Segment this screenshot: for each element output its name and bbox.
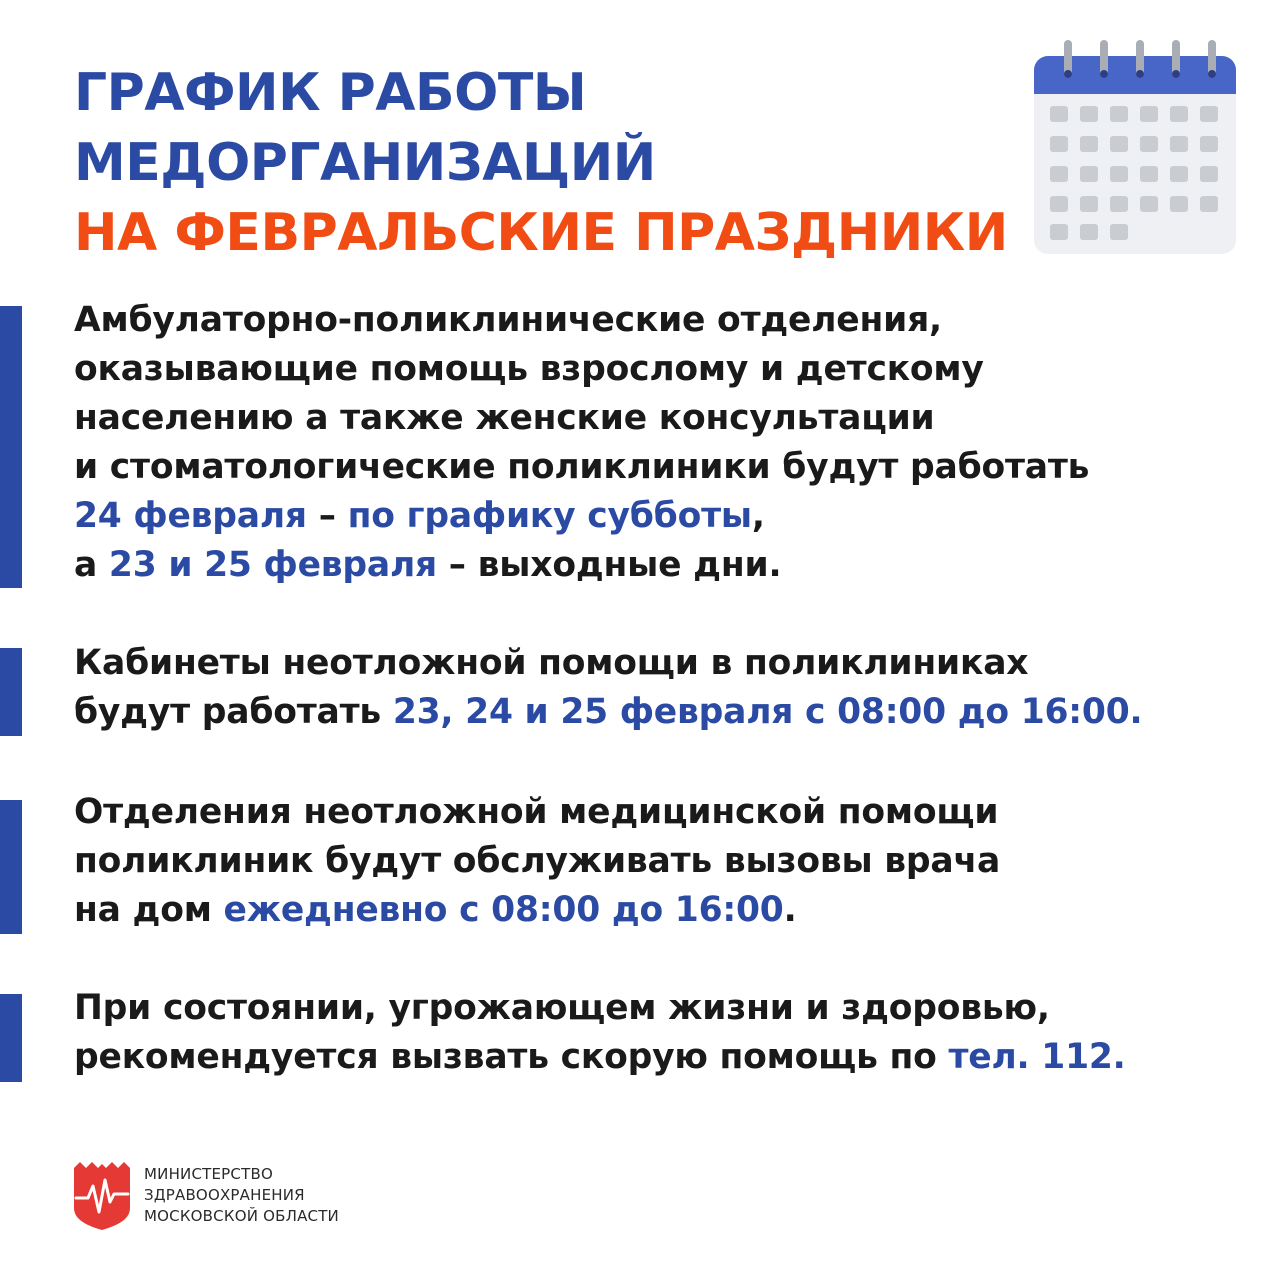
highlight-hours: ежедневно с 08:00 до 16:00 <box>223 890 784 930</box>
highlight-phone: тел. 112. <box>948 1037 1126 1077</box>
text-fragment: будут работать <box>74 692 393 732</box>
text-line: Отделения неотложной медицинской помощи <box>74 792 999 832</box>
text-line <box>74 886 1000 935</box>
ministry-name <box>144 1164 339 1227</box>
text-line: Кабинеты неотложной помощи в поликлиниках <box>74 643 1029 683</box>
org-line: МОСКОВСКОЙ ОБЛАСТИ <box>144 1207 339 1225</box>
title-line-3: НА ФЕВРАЛЬСКИЕ ПРАЗДНИКИ <box>74 203 1008 263</box>
text-line: и стоматологические поликлиники будут работать <box>74 447 1090 487</box>
info-text <box>74 296 1089 590</box>
text-line: оказывающие помощь взрослому и детскому <box>74 349 984 389</box>
accent-bar <box>0 800 22 934</box>
text-line <box>74 1033 1126 1082</box>
text-fragment: на дом <box>74 890 224 930</box>
text-line <box>74 688 1142 737</box>
info-text <box>74 788 1000 935</box>
text-line: При состоянии, угрожающем жизни и здоровью, <box>74 988 1050 1028</box>
period: . <box>783 890 797 930</box>
page-title <box>74 58 1008 268</box>
text-fragment: рекомендуется вызвать скорую помощь по <box>74 1037 949 1077</box>
title-line-1: ГРАФИК РАБОТЫ <box>74 63 587 123</box>
info-text <box>74 639 1142 737</box>
text-line: населению а также женские консультации <box>74 398 935 438</box>
dash: – <box>306 496 348 536</box>
highlight-schedule: по графику субботы <box>347 496 752 536</box>
text-fragment: а <box>74 545 109 585</box>
info-block-outpatient <box>0 300 1280 588</box>
accent-bar <box>0 648 22 736</box>
highlight-hours: 23, 24 и 25 февраля с 08:00 до 16:00. <box>392 692 1143 732</box>
text-line: поликлиник будут обслуживать вызовы врача <box>74 841 1001 881</box>
highlight-dates: 23 и 25 февраля <box>108 545 437 585</box>
text-line: Амбулаторно-поликлинические отделения, <box>74 300 942 340</box>
title-line-2: МЕДОРГАНИЗАЦИЙ <box>74 133 656 193</box>
ministry-logo-icon <box>72 1158 132 1230</box>
text-line <box>74 541 1089 590</box>
accent-bar <box>0 994 22 1082</box>
text-fragment: – выходные дни. <box>437 545 782 585</box>
org-line: МИНИСТЕРСТВО <box>144 1165 273 1183</box>
info-block-home-visits <box>0 792 1280 934</box>
highlight-date: 24 февраля <box>74 496 307 536</box>
calendar-icon <box>1034 36 1236 254</box>
info-text <box>74 984 1126 1082</box>
comma: , <box>751 496 765 536</box>
org-line: ЗДРАВООХРАНЕНИЯ <box>144 1186 305 1204</box>
info-block-ambulance <box>0 988 1280 1082</box>
accent-bar <box>0 306 22 588</box>
text-line <box>74 492 1089 541</box>
info-block-emergency-cabinets <box>0 643 1280 736</box>
